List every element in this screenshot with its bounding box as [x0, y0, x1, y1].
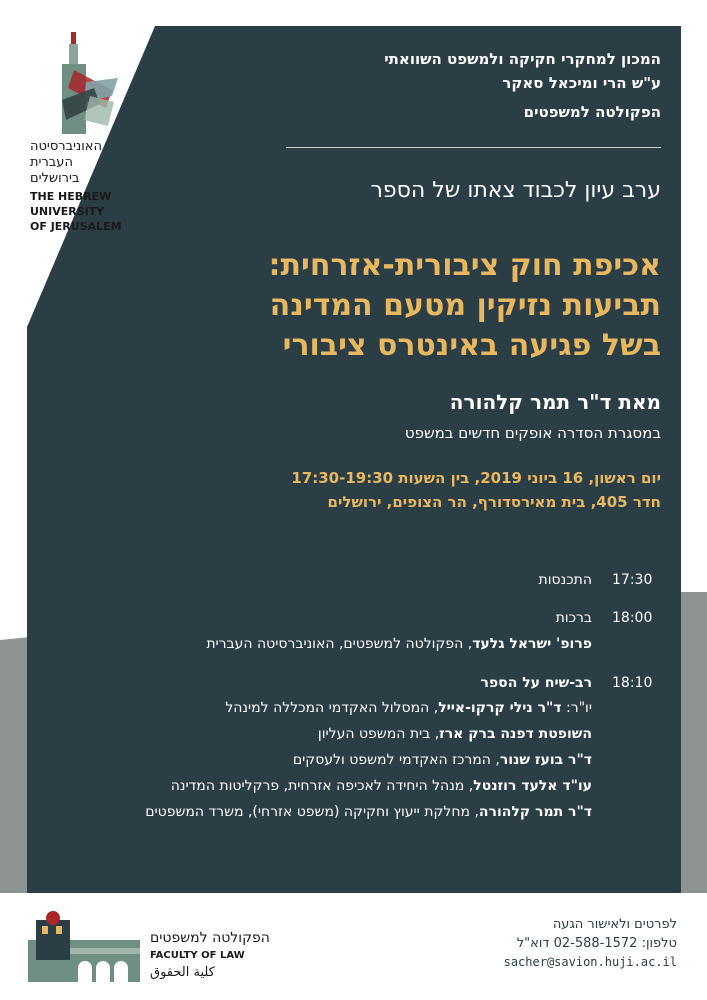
event-date: יום ראשון, 16 ביוני 2019, בין השעות 17:30-19:30	[291, 469, 661, 487]
faculty-line: הפקולטה למשפטים	[523, 103, 661, 121]
panel-line-1	[62, 700, 592, 716]
contact-info	[437, 915, 677, 972]
speaker-affiliation: , מנהל היחידה לאכיפה אזרחית, פרקליטות המדינה	[170, 778, 474, 794]
event-location: חדר 405, בית מאירסדורף, הר הצופים, ירושלים	[327, 493, 661, 511]
program-time-2: 18:00	[612, 610, 653, 626]
speaker-affiliation: , המרכז האקדמי למשפט ולעסקים	[292, 752, 500, 768]
title-line-2: תביעות נזיקין מטעם המדינה	[269, 288, 661, 323]
speaker-affiliation: , בית המשפט העליון	[317, 726, 440, 742]
speaker-name: פרופ' ישראל גלעד	[472, 636, 592, 652]
institute-line-2: ע"ש הרי ומיכאל סאקר	[502, 74, 661, 92]
faculty-name-hebrew: הפקולטה למשפטים	[150, 930, 270, 946]
program-time-1: 17:30	[612, 572, 653, 588]
panel-line-2	[62, 726, 592, 742]
speaker-name: ד"ר נילי קרקו-אייל	[438, 700, 562, 716]
speaker-affiliation: , מחלקת ייעוץ וחקיקה (משפט אזרחי), משרד המשפטים	[145, 804, 479, 820]
event-title	[61, 246, 661, 366]
faculty-building-icon	[28, 910, 140, 982]
speaker-name: ד"ר תמר קלהורה	[478, 804, 592, 820]
header-divider	[286, 147, 661, 148]
event-subtitle: ערב עיון לכבוד צאתו של הספר	[370, 178, 661, 203]
program-item-1-title: התכנסות	[538, 572, 592, 588]
program-item-3-title: רב-שיח על הספר	[480, 675, 592, 691]
contact-heading: לפרטים ולאישור הגעה	[552, 917, 677, 932]
speaker-name: השופטת דפנה ברק ארז	[439, 726, 592, 742]
program-time-3: 18:10	[612, 675, 653, 691]
series-name: במסגרת הסדרה אופקים חדשים במשפט	[404, 424, 661, 442]
program-item-2-speaker	[62, 636, 592, 652]
program-item-2-title: ברכות	[555, 610, 592, 626]
speaker-name: עו"ד אלעד רוזנטל	[473, 778, 592, 794]
university-name-hebrew: האוניברסיטה העברית בירושלים	[30, 139, 102, 186]
speaker-name: ד"ר בועז שנור	[499, 752, 592, 768]
panel-line-4	[62, 778, 592, 794]
panel-line-5	[62, 804, 592, 820]
speaker-affiliation: , המסלול האקדמי המכללה למינהל	[225, 700, 439, 716]
event-date-location	[101, 466, 661, 514]
title-line-1: אכיפת חוק ציבורית-אזרחית:	[268, 248, 661, 283]
menorah-logo-icon	[54, 30, 124, 135]
chair-prefix: יו"ר:	[561, 700, 592, 716]
contact-email-link[interactable]: sacher@savion.huji.ac.il	[503, 955, 677, 969]
contact-phone: טלפון: 02-588-1572 דוא"ל	[516, 936, 677, 951]
speaker-affiliation: , הפקולטה למשפטים, האוניברסיטה העברית	[206, 636, 473, 652]
faculty-name-english: FACULTY OF LAW	[150, 950, 245, 961]
panel-line-3	[62, 752, 592, 768]
university-name-english: THE HEBREW UNIVERSITY OF JERUSALEM	[30, 190, 122, 233]
institute-line-1: המכון למחקרי חקיקה ולמשפט השוואתי	[384, 50, 661, 68]
book-author: מאת ד"ר תמר קלהורה	[449, 390, 661, 414]
title-line-3: בשל פגיעה באינטרס ציבורי	[282, 328, 661, 363]
faculty-name-arabic: كلية الحقوق	[150, 965, 215, 980]
